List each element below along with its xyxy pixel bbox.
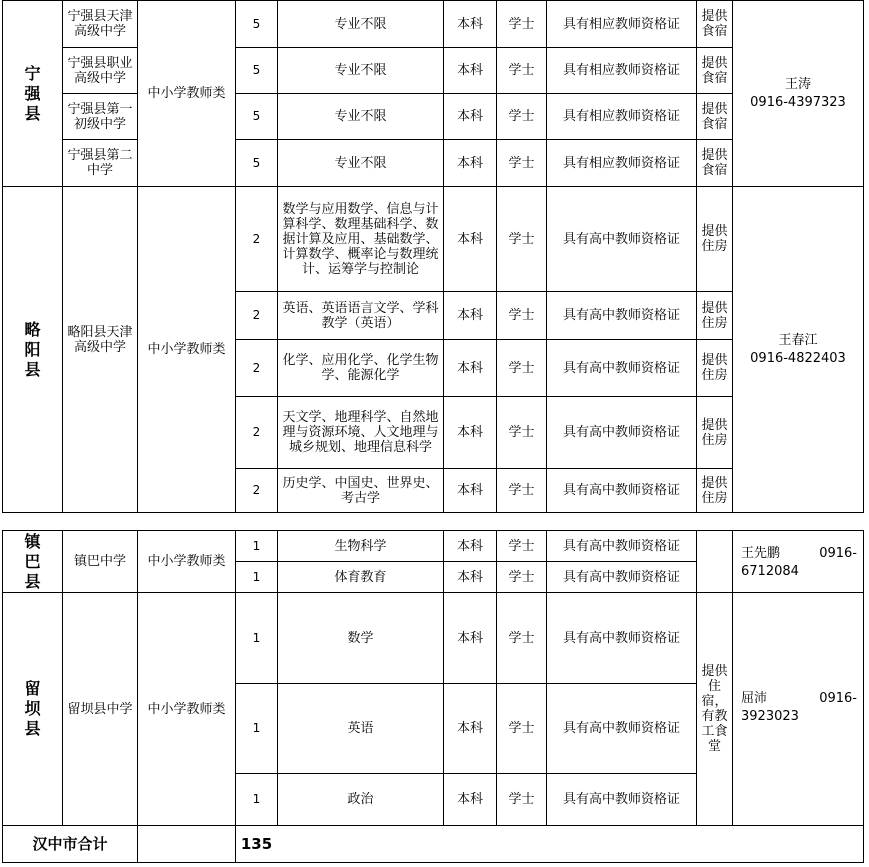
total-label: 汉中市合计 — [32, 834, 108, 853]
count-cell: 1 — [252, 538, 261, 553]
contact-phone-rest: 3923023 — [741, 709, 799, 724]
certificate-cell: 具有高中教师资格证 — [562, 569, 680, 585]
welfare-liuba: 提供住宿，有教工食堂 — [701, 664, 728, 754]
major-cell: 专业不限 — [334, 63, 387, 78]
count-cell: 1 — [252, 792, 261, 806]
degree-cell: 学士 — [508, 792, 535, 807]
education-cell: 本科 — [456, 16, 483, 32]
county-ningqiang: 宁强县 — [24, 63, 41, 123]
county-lueyang: 略阳县 — [24, 319, 41, 379]
degree-cell: 学士 — [508, 721, 535, 736]
school-cell: 宁强县第一初级中学 — [67, 101, 133, 132]
degree-cell: 学士 — [508, 569, 535, 585]
count-cell: 1 — [252, 569, 261, 584]
major-cell: 历史学、中国史、世界史、考古学 — [282, 475, 439, 506]
major-cell: 数学 — [347, 630, 374, 646]
degree-cell: 学士 — [508, 308, 535, 323]
school-cell: 宁强县天津高级中学 — [67, 9, 133, 39]
certificate-cell: 具有高中教师资格证 — [562, 308, 680, 323]
major-cell: 生物科学 — [334, 538, 387, 554]
education-cell: 本科 — [456, 63, 483, 78]
county-zhenba: 镇巴县 — [24, 531, 41, 591]
count-cell: 2 — [252, 308, 261, 322]
certificate-cell: 具有相应教师资格证 — [562, 16, 680, 32]
certificate-cell: 具有高中教师资格证 — [562, 483, 680, 498]
certificate-cell: 具有高中教师资格证 — [562, 425, 680, 440]
school-zhenba: 镇巴中学 — [73, 554, 126, 569]
education-cell: 本科 — [456, 721, 483, 736]
welfare-cell: 提供住房 — [701, 224, 728, 254]
degree-cell: 学士 — [508, 155, 535, 171]
major-cell: 专业不限 — [334, 109, 387, 124]
major-cell: 专业不限 — [334, 16, 387, 32]
education-cell: 本科 — [456, 360, 483, 376]
count-cell: 5 — [252, 16, 261, 31]
contact-zhenba — [733, 531, 863, 592]
category-liuba: 中小学教师类 — [147, 701, 226, 717]
certificate-cell: 具有高中教师资格证 — [562, 231, 680, 247]
count-cell: 2 — [252, 483, 261, 497]
education-cell: 本科 — [456, 483, 483, 498]
contact-name: 屈沛 — [741, 691, 768, 706]
education-cell: 本科 — [456, 792, 483, 807]
contact-phone-part: 0916- — [819, 546, 857, 561]
major-cell: 体育教育 — [334, 569, 387, 585]
major-cell: 英语、英语语言文学、学科教学（英语） — [282, 300, 439, 331]
welfare-cell: 提供住房 — [701, 475, 728, 506]
education-cell: 本科 — [456, 155, 483, 171]
welfare-cell: 提供食宿 — [701, 55, 728, 86]
degree-cell: 学士 — [508, 360, 535, 376]
major-cell: 化学、应用化学、化学生物学、能源化学 — [282, 353, 439, 383]
school-cell: 宁强县职业高级中学 — [67, 55, 133, 86]
certificate-cell: 具有高中教师资格证 — [562, 360, 680, 376]
school-liuba: 留坝县中学 — [67, 701, 133, 717]
category-ningqiang: 中小学教师类 — [147, 86, 226, 101]
certificate-cell: 具有相应教师资格证 — [562, 109, 680, 124]
count-cell: 1 — [252, 630, 261, 645]
certificate-cell: 具有高中教师资格证 — [562, 721, 680, 736]
welfare-cell: 提供食宿 — [701, 9, 728, 39]
degree-cell: 学士 — [508, 63, 535, 78]
degree-cell: 学士 — [508, 231, 535, 247]
welfare-cell: 提供住房 — [701, 300, 728, 331]
certificate-cell: 具有相应教师资格证 — [562, 155, 680, 171]
count-cell: 5 — [252, 109, 261, 123]
school-lueyang: 略阳县天津高级中学 — [67, 324, 133, 355]
welfare-cell: 提供住房 — [701, 417, 728, 448]
education-cell: 本科 — [456, 308, 483, 323]
education-cell: 本科 — [456, 569, 483, 585]
category-lueyang: 中小学教师类 — [147, 342, 226, 357]
major-cell: 专业不限 — [334, 155, 387, 171]
major-cell: 政治 — [347, 792, 374, 807]
contact-ningqiang: 王涛 0916-4397323 — [750, 76, 846, 110]
certificate-cell: 具有高中教师资格证 — [562, 538, 680, 554]
degree-cell: 学士 — [508, 630, 535, 646]
contact-phone-part: 0916- — [819, 691, 857, 706]
count-cell: 5 — [252, 63, 261, 77]
count-cell: 2 — [252, 360, 261, 375]
degree-cell: 学士 — [508, 538, 535, 554]
contact-lueyang: 王春江 0916-4822403 — [750, 332, 846, 366]
count-cell: 1 — [252, 721, 261, 735]
education-cell: 本科 — [456, 630, 483, 646]
contact-name: 王先鹏 — [741, 546, 781, 561]
count-cell: 5 — [252, 155, 261, 170]
contact-liuba — [733, 690, 863, 730]
major-cell: 英语 — [347, 721, 374, 736]
school-cell: 宁强县第二中学 — [67, 148, 133, 178]
degree-cell: 学士 — [508, 483, 535, 498]
certificate-cell: 具有高中教师资格证 — [562, 792, 680, 807]
welfare-cell: 提供食宿 — [701, 148, 728, 178]
certificate-cell: 具有相应教师资格证 — [562, 63, 680, 78]
count-cell: 2 — [252, 425, 261, 439]
major-cell: 天文学、地理科学、自然地理与资源环境、人文地理与城乡规划、地理信息科学 — [282, 410, 439, 455]
education-cell: 本科 — [456, 231, 483, 247]
welfare-cell: 提供食宿 — [701, 101, 728, 132]
education-cell: 本科 — [456, 425, 483, 440]
degree-cell: 学士 — [508, 425, 535, 440]
county-liuba: 留坝县 — [24, 679, 41, 738]
degree-cell: 学士 — [508, 109, 535, 124]
contact-phone-rest: 6712084 — [741, 564, 799, 579]
certificate-cell: 具有高中教师资格证 — [562, 630, 680, 646]
education-cell: 本科 — [456, 538, 483, 554]
total-value: 135 — [240, 834, 273, 853]
welfare-cell: 提供住房 — [701, 353, 728, 383]
category-zhenba: 中小学教师类 — [147, 554, 226, 569]
count-cell: 2 — [252, 231, 261, 246]
education-cell: 本科 — [456, 109, 483, 124]
major-cell: 数学与应用数学、信息与计算科学、数理基础科学、数据计算及应用、基础数学、计算数学、概率论与数理统计、运筹学与控制论 — [282, 201, 439, 277]
degree-cell: 学士 — [508, 16, 535, 32]
